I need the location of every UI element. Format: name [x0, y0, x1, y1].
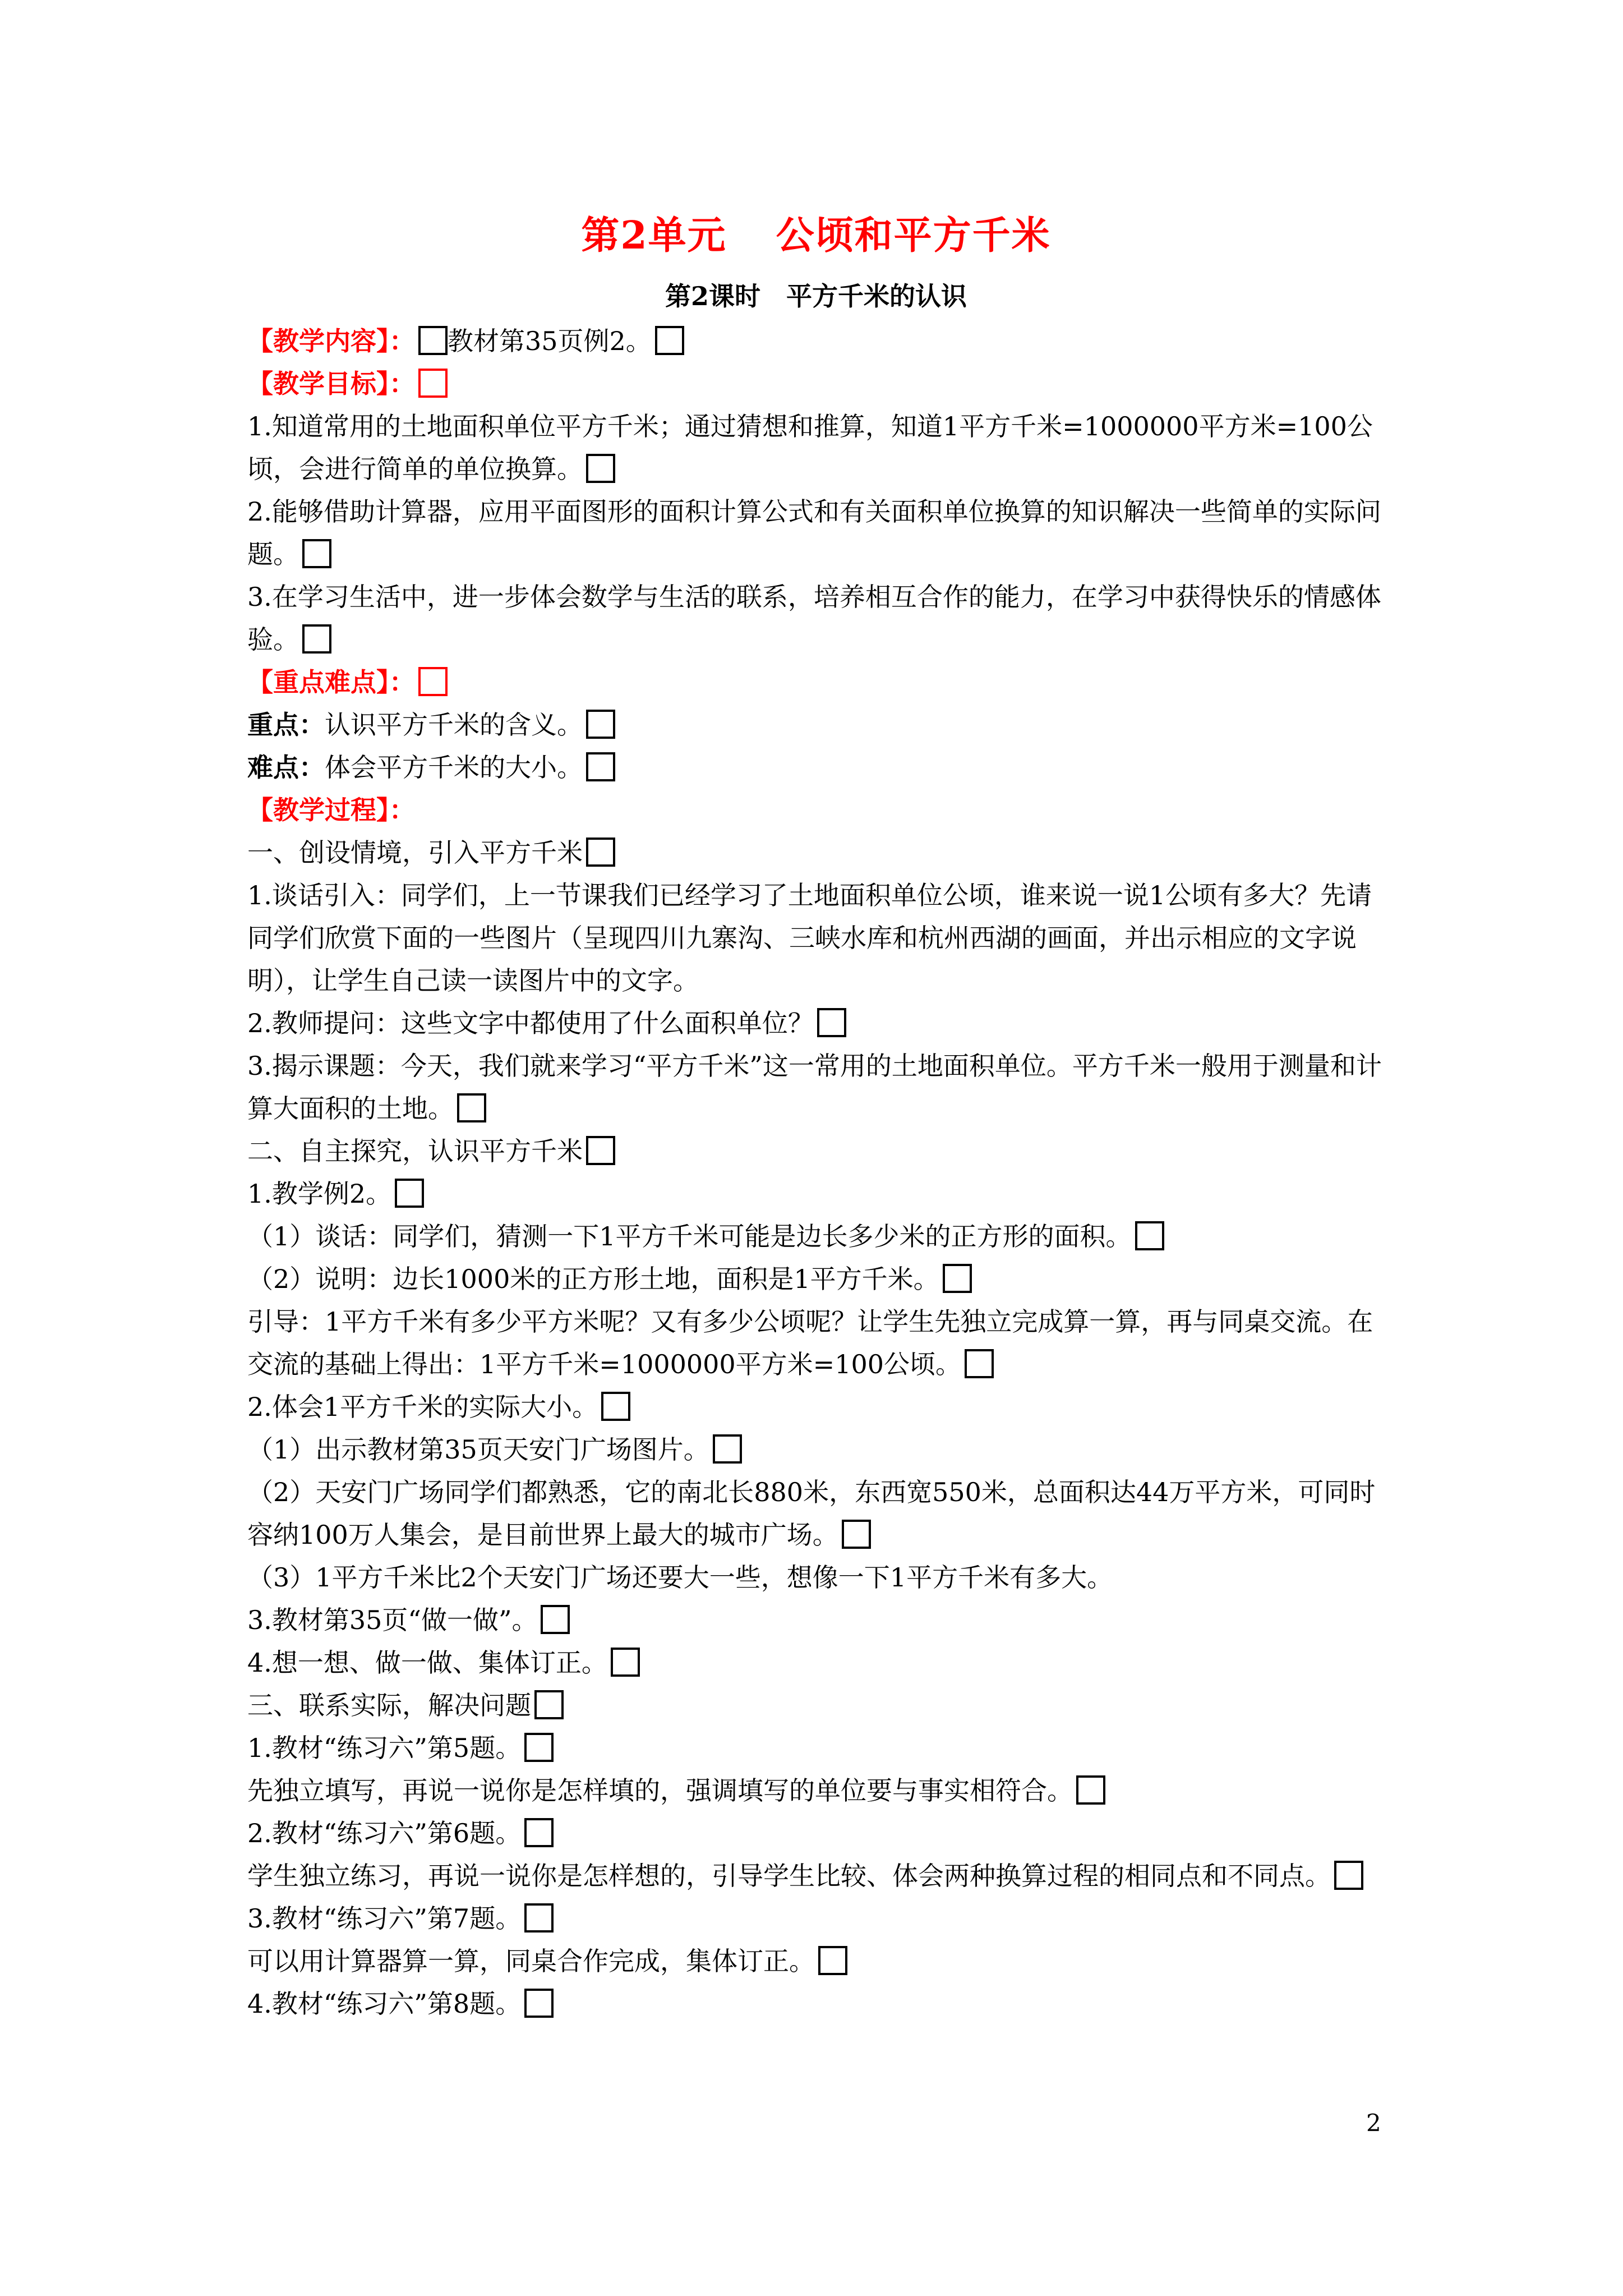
- process-item: 1.谈话引入：同学们，上一节课我们已经学习了土地面积单位公顷，谁来说一说1公顷有多大？先请同学们欣赏下面的一些图片（呈现四川九寨沟、三峡水库和杭州西湖的画面，并出示相应的文字说明），让学生自己读一读图片中的文字。: [247, 880, 1372, 996]
- checkbox[interactable]: [395, 1179, 424, 1208]
- checkbox[interactable]: [586, 454, 615, 483]
- process-item: 4.教材“练习六”第8题。: [247, 1982, 1385, 2025]
- process-item: 3.教材“练习六”第7题。: [247, 1897, 1385, 1940]
- process-item: （1）谈话：同学们，猜测一下1平方千米可能是边长多少米的正方形的面积。: [247, 1215, 1385, 1258]
- checkbox[interactable]: [302, 624, 331, 654]
- checkbox[interactable]: [418, 369, 448, 398]
- process-item: （2）说明：边长1000米的正方形土地，面积是1平方千米。: [247, 1258, 1385, 1300]
- goal-item: 1.知道常用的土地面积单位平方千米；通过猜想和推算，知道1平方千米=1000000平方米=100公顷，会进行简单的单位换算。: [247, 411, 1373, 484]
- checkbox[interactable]: [586, 752, 615, 781]
- lesson-number: 第2课时: [665, 281, 760, 311]
- lesson-subtitle: [247, 275, 1385, 318]
- process-item: （2）天安门广场同学们都熟悉，它的南北长880米，东西宽550米，总面积达44万平方米，可同时容纳100万人集会，是目前世界上最大的城市广场。: [247, 1477, 1376, 1550]
- checkbox[interactable]: [943, 1264, 972, 1293]
- checkbox[interactable]: [457, 1093, 486, 1122]
- process-item: 先独立填写，再说一说你是怎样填的，强调填写的单位要与事实相符合。: [247, 1769, 1385, 1812]
- checkbox[interactable]: [817, 1008, 846, 1037]
- content-line: [247, 320, 1385, 362]
- checkbox[interactable]: [586, 710, 615, 739]
- process-item: （3）1平方千米比2个天安门广场还要大一些，想像一下1平方千米有多大。: [247, 1562, 1113, 1593]
- checkbox[interactable]: [965, 1349, 994, 1378]
- checkbox[interactable]: [601, 1392, 630, 1421]
- checkbox[interactable]: [418, 326, 448, 355]
- goals-heading: 【教学目标】：: [247, 369, 415, 399]
- process-item: 2.教师提问：这些文字中都使用了什么面积单位？: [247, 1002, 1385, 1045]
- key-point: 重点：认识平方千米的含义。: [247, 703, 1385, 746]
- checkbox[interactable]: [541, 1605, 570, 1634]
- checkbox[interactable]: [524, 1989, 554, 2018]
- section-heading: 二、自主探究，认识平方千米: [247, 1130, 1385, 1172]
- checkbox[interactable]: [586, 838, 615, 867]
- content-heading: 【教学内容】：: [247, 326, 415, 356]
- keypoints-heading: 【重点难点】：: [247, 667, 415, 697]
- checkbox[interactable]: [418, 667, 448, 696]
- process-item: 引导：1平方千米有多少平方米呢？又有多少公顷呢？让学生先独立完成算一算，再与同桌交流。在交流的基础上得出：1平方千米=1000000平方米=100公顷。: [247, 1306, 1373, 1379]
- process-heading: 【教学过程】：: [247, 795, 415, 825]
- process-item: 学生独立练习，再说一说你是怎样想的，引导学生比较、体会两种换算过程的相同点和不同点。: [247, 1855, 1385, 1897]
- checkbox[interactable]: [524, 1733, 554, 1762]
- keypoints-line: [247, 661, 1385, 703]
- process-item: 2.教材“练习六”第6题。: [247, 1812, 1385, 1855]
- document-body: [247, 208, 1385, 2025]
- checkbox[interactable]: [534, 1690, 564, 1719]
- checkbox[interactable]: [524, 1818, 554, 1847]
- key-point-label: 重点：: [247, 710, 325, 740]
- process-item: 4.想一想、做一做、集体订正。: [247, 1641, 1385, 1684]
- checkbox[interactable]: [1334, 1861, 1363, 1890]
- content-text: 教材第35页例2。: [448, 326, 652, 356]
- checkbox[interactable]: [1135, 1221, 1164, 1250]
- section-heading: 三、联系实际，解决问题: [247, 1684, 1385, 1727]
- process-item: 3.揭示课题：今天，我们就来学习“平方千米”这一常用的土地面积单位。平方千米一般用于测量和计算大面积的土地。: [247, 1051, 1382, 1124]
- checkbox[interactable]: [842, 1520, 871, 1549]
- lesson-topic: 平方千米的认识: [786, 281, 967, 311]
- checkbox[interactable]: [818, 1946, 847, 1975]
- checkbox[interactable]: [611, 1648, 640, 1677]
- goal-item: 2.能够借助计算器，应用平面图形的面积计算公式和有关面积单位换算的知识解决一些简单的实际问题。: [247, 496, 1381, 569]
- checkbox[interactable]: [655, 326, 684, 355]
- page-number: 2: [1366, 2109, 1381, 2137]
- difficulty-label: 难点：: [247, 752, 325, 783]
- process-item: 2.体会1平方千米的实际大小。: [247, 1386, 1385, 1428]
- goals-line: [247, 362, 1385, 405]
- checkbox[interactable]: [302, 539, 331, 568]
- unit-number: 第2单元: [581, 213, 727, 258]
- checkbox[interactable]: [524, 1903, 554, 1932]
- process-item: 1.教材“练习六”第5题。: [247, 1727, 1385, 1769]
- difficulty-point: 难点：体会平方千米的大小。: [247, 746, 1385, 789]
- checkbox[interactable]: [1076, 1775, 1105, 1805]
- process-item: 1.教学例2。: [247, 1172, 1385, 1215]
- process-item: （1）出示教材第35页天安门广场图片。: [247, 1428, 1385, 1471]
- section-heading: 一、创设情境，引入平方千米: [247, 831, 1385, 874]
- process-line: [247, 789, 1385, 831]
- unit-topic: 公顷和平方千米: [776, 213, 1051, 258]
- checkbox[interactable]: [713, 1434, 742, 1464]
- process-item: 3.教材第35页“做一做”。: [247, 1599, 1385, 1641]
- process-item: 可以用计算器算一算，同桌合作完成，集体订正。: [247, 1940, 1385, 1982]
- page-title: [247, 208, 1385, 264]
- checkbox[interactable]: [586, 1136, 615, 1165]
- goal-item: 3.在学习生活中，进一步体会数学与生活的联系，培养相互合作的能力，在学习中获得快乐的情感体验。: [247, 582, 1381, 655]
